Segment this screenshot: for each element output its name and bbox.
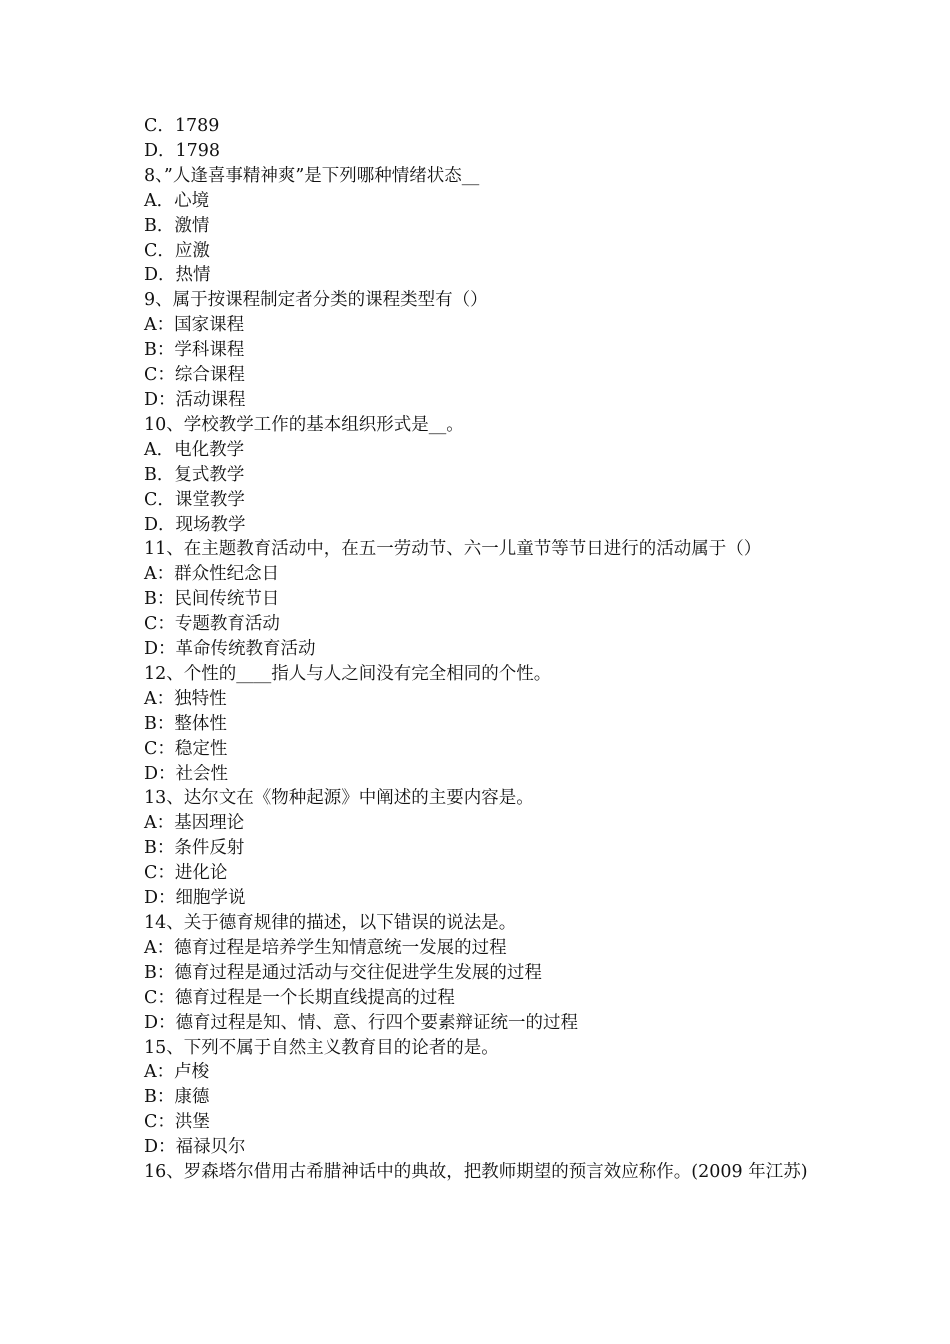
text-line: D：活动课程 <box>144 389 246 410</box>
text-line: A．心境 <box>144 190 210 211</box>
text-line: A：独特性 <box>144 688 227 709</box>
text-line: D：社会性 <box>144 763 229 784</box>
text-line: C：德育过程是一个长期直线提高的过程 <box>144 987 455 1008</box>
text-line: D：福禄贝尔 <box>144 1137 246 1158</box>
text-line: 12、个性的____指人与人之间没有完全相同的个性。 <box>144 663 552 684</box>
text-line: C：专题教育活动 <box>144 614 280 635</box>
text-line: C．课堂教学 <box>144 489 245 510</box>
text-line: 16、罗森塔尔借用古希腊神话中的典故，把教师期望的预言效应称作。(2009 年江苏) <box>144 1162 808 1183</box>
text-line: B．激情 <box>144 215 210 236</box>
text-line: 8、”人逢喜事精神爽”是下列哪种情绪状态__ <box>144 165 480 186</box>
text-line: A：群众性纪念日 <box>144 564 280 585</box>
text-line: A：基因理论 <box>144 813 245 834</box>
text-line: D：德育过程是知、情、意、行四个要素辩证统一的过程 <box>144 1012 579 1033</box>
text-line: B：条件反射 <box>144 838 245 859</box>
text-line: C．1789 <box>144 116 220 136</box>
text-line: C：进化论 <box>144 863 228 884</box>
text-line: 14、关于德育规律的描述，以下错误的说法是。 <box>144 913 517 933</box>
text-line: B．复式教学 <box>144 464 245 485</box>
text-line: D：革命传统教育活动 <box>144 639 316 660</box>
text-line: 13、达尔文在《物种起源》中阐述的主要内容是。 <box>144 788 534 809</box>
text-line: D．1798 <box>144 140 221 161</box>
text-line: C：洪堡 <box>144 1112 210 1133</box>
text-line: D．热情 <box>144 265 211 286</box>
text-line: C：综合课程 <box>144 365 245 386</box>
text-line: B：学科课程 <box>144 340 245 361</box>
text-line: A：国家课程 <box>144 315 245 336</box>
text-line: B：民间传统节日 <box>144 589 280 610</box>
text-line: B：整体性 <box>144 713 227 734</box>
text-line: 15、下列不属于自然主义教育目的论者的是。 <box>144 1037 499 1058</box>
text-line: 9、属于按课程制定者分类的课程类型有（） <box>144 290 488 311</box>
text-line: D．现场教学 <box>144 514 246 535</box>
text-line: C．应激 <box>144 240 210 261</box>
text-line: C：稳定性 <box>144 738 228 759</box>
text-line: B：康德 <box>144 1087 210 1108</box>
question-text-body <box>144 114 812 1185</box>
text-line: A：德育过程是培养学生知情意统一发展的过程 <box>144 937 507 958</box>
text-line: 11、在主题教育活动中，在五一劳动节、六一儿童节等节日进行的活动属于（） <box>144 539 762 560</box>
text-line: A．电化教学 <box>144 439 245 460</box>
text-line: A：卢梭 <box>144 1062 210 1083</box>
text-line: D：细胞学说 <box>144 888 246 909</box>
text-line: 10、学校教学工作的基本组织形式是__。 <box>144 414 464 435</box>
text-line: B：德育过程是通过活动与交往促进学生发展的过程 <box>144 962 542 983</box>
